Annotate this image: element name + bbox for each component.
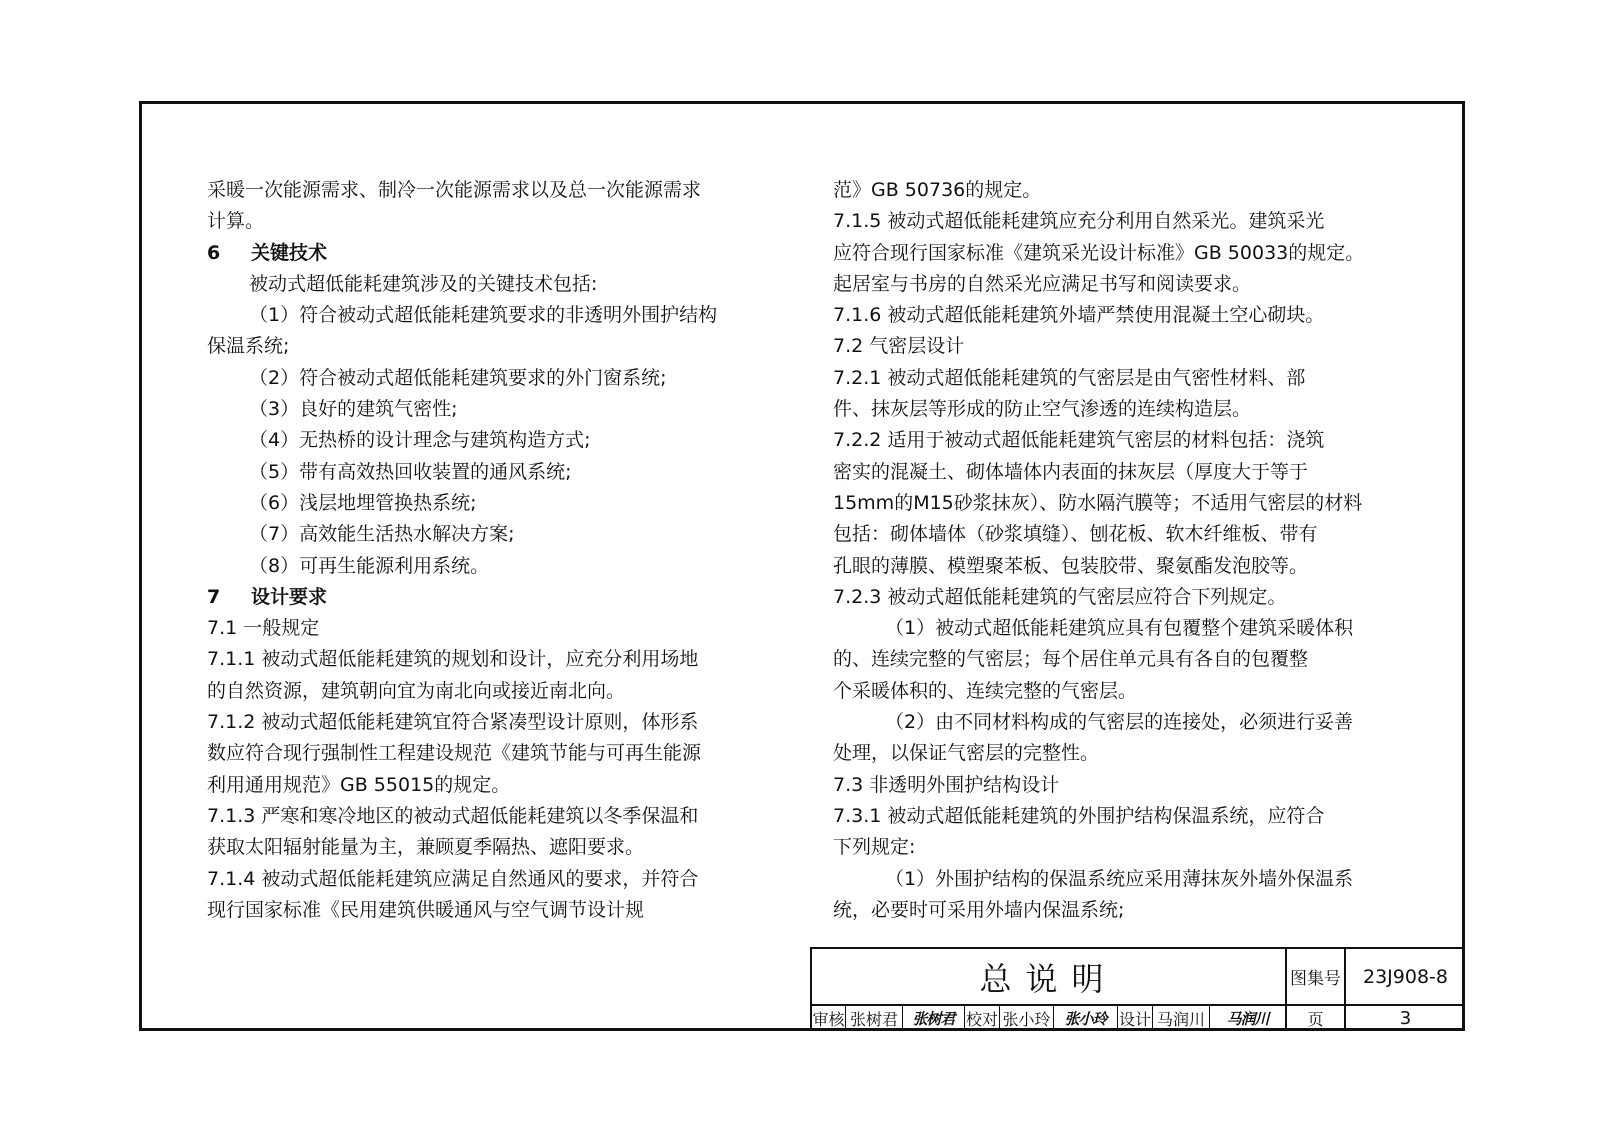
checker-name: 张小玲 <box>1000 1006 1054 1031</box>
paragraph: 7.2.2 适用于被动式超低能耗建筑气密层的材料包括：浇筑 <box>833 429 1325 452</box>
list-item: （1）外围护结构的保温系统应采用薄抹灰外墙外保温系 <box>885 867 1354 890</box>
list-item: （6）浅层地埋管换热系统; <box>249 491 477 514</box>
list-item-continued: 处理，以保证气密层的完整性。 <box>833 742 1100 765</box>
title-block <box>810 947 1465 1031</box>
list-item-continued: 统，必要时可采用外墙内保温系统; <box>833 898 1125 921</box>
paragraph: 计算。 <box>207 210 265 233</box>
paragraph: 孔眼的薄膜、模塑聚苯板、包装胶带、聚氨酯发泡胶等。 <box>833 554 1309 577</box>
list-item: （3）良好的建筑气密性; <box>249 398 458 421</box>
paragraph: 范》GB 50736的规定。 <box>833 179 1042 201</box>
paragraph: 密实的混凝土、砌体墙体内表面的抹灰层（厚度大于等于 <box>833 460 1309 483</box>
section-7-heading <box>207 582 772 613</box>
reviewer-name: 张树君 <box>846 1006 903 1031</box>
paragraph: 获取太阳辐射能量为主，兼顾夏季隔热、遮阳要求。 <box>207 836 645 859</box>
paragraph: 7.1.3 严寒和寒冷地区的被动式超低能耗建筑以冬季保温和 <box>207 804 699 827</box>
design-label: 设计 <box>1118 1006 1153 1031</box>
paragraph: 数应符合现行强制性工程建设规范《建筑节能与可再生能源 <box>207 742 702 765</box>
atlas-number: 23J908-8 <box>1363 965 1448 988</box>
paragraph: 7.1.5 被动式超低能耗建筑应充分利用自然采光。建筑采光 <box>833 210 1325 233</box>
paragraph: 7.2.1 被动式超低能耗建筑的气密层是由气密性材料、部 <box>833 366 1306 389</box>
atlas-number-label: 图集号 <box>1287 949 1346 1004</box>
section-title: 设计要求 <box>251 585 328 608</box>
left-column <box>207 175 772 926</box>
paragraph: 的自然资源，建筑朝向宜为南北向或接近南北向。 <box>207 679 626 702</box>
list-item: （7）高效能生活热水解决方案; <box>249 523 515 546</box>
page-label: 页 <box>1287 1006 1346 1031</box>
list-item-continued: 的、连续完整的气密层；每个居住单元具有各自的包覆整 <box>833 648 1309 671</box>
signature-text: 张小玲 <box>1064 1010 1107 1028</box>
signature-row <box>812 1004 1465 1031</box>
page-number: 3 <box>1399 1008 1412 1029</box>
section-6-heading <box>207 238 772 269</box>
list-item: （5）带有高效热回收装置的通风系统; <box>249 460 572 483</box>
paragraph: 7.2.3 被动式超低能耗建筑的气密层应符合下列规定。 <box>833 585 1287 608</box>
paragraph: 7.1.4 被动式超低能耗建筑应满足自然通风的要求，并符合 <box>207 867 699 890</box>
right-column <box>833 175 1398 926</box>
subsection-heading: 7.1 一般规定 <box>207 617 320 640</box>
designer-name: 马润川 <box>1153 1006 1210 1031</box>
paragraph: 包括：砌体墙体（砂浆填缝）、刨花板、软木纤维板、带有 <box>833 523 1318 546</box>
list-item: （2）由不同材料构成的气密层的连接处，必须进行妥善 <box>885 711 1354 734</box>
section-number: 7 <box>207 585 221 608</box>
checker-signature <box>1054 1006 1118 1031</box>
paragraph: 件、抹灰层等形成的防止空气渗透的连续构造层。 <box>833 398 1252 421</box>
drawing-title: 总说明 <box>812 949 1287 1004</box>
signature-text: 张树君 <box>912 1010 955 1028</box>
paragraph: 采暖一次能源需求、制冷一次能源需求以及总一次能源需求 <box>207 179 702 201</box>
paragraph: 起居室与书房的自然采光应满足书写和阅读要求。 <box>833 272 1252 295</box>
subsection-heading: 7.3 非透明外围护结构设计 <box>833 773 1060 796</box>
subsection-heading: 7.2 气密层设计 <box>833 335 965 358</box>
section-title: 关键技术 <box>251 241 328 264</box>
paragraph: 7.3.1 被动式超低能耗建筑的外围护结构保温系统，应符合 <box>833 804 1325 827</box>
paragraph: 7.1.6 被动式超低能耗建筑外墙严禁使用混凝土空心砌块。 <box>833 304 1325 327</box>
paragraph: 7.1.1 被动式超低能耗建筑的规划和设计，应充分利用场地 <box>207 648 699 671</box>
paragraph: 被动式超低能耗建筑涉及的关键技术包括: <box>249 272 598 295</box>
paragraph: 现行国家标准《民用建筑供暖通风与空气调节设计规 <box>207 898 645 921</box>
signature-text: 马润川 <box>1226 1010 1269 1028</box>
paragraph: 下列规定: <box>833 836 916 859</box>
paragraph: 利用通用规范》GB 55015的规定。 <box>207 773 511 796</box>
paragraph: 15mm的M15砂浆抹灰）、防水隔汽膜等；不适用气密层的材料 <box>833 491 1363 514</box>
list-item-continued: 保温系统; <box>207 335 290 358</box>
paragraph: 应符合现行国家标准《建筑采光设计标准》GB 50033的规定。 <box>833 241 1365 264</box>
list-item: （4）无热桥的设计理念与建筑构造方式; <box>249 429 591 452</box>
check-label: 校对 <box>965 1006 1000 1031</box>
designer-signature <box>1210 1006 1287 1031</box>
paragraph: 7.1.2 被动式超低能耗建筑宜符合紧凑型设计原则，体形系 <box>207 711 699 734</box>
list-item: （8）可再生能源利用系统。 <box>249 554 490 577</box>
list-item: （2）符合被动式超低能耗建筑要求的外门窗系统; <box>249 366 667 389</box>
review-label: 审核 <box>812 1006 846 1031</box>
reviewer-signature <box>903 1006 965 1031</box>
section-number: 6 <box>207 241 221 264</box>
list-item-continued: 个采暖体积的、连续完整的气密层。 <box>833 679 1138 702</box>
list-item: （1）符合被动式超低能耗建筑要求的非透明外围护结构 <box>249 304 718 327</box>
list-item: （1）被动式超低能耗建筑应具有包覆整个建筑采暖体积 <box>885 617 1354 640</box>
